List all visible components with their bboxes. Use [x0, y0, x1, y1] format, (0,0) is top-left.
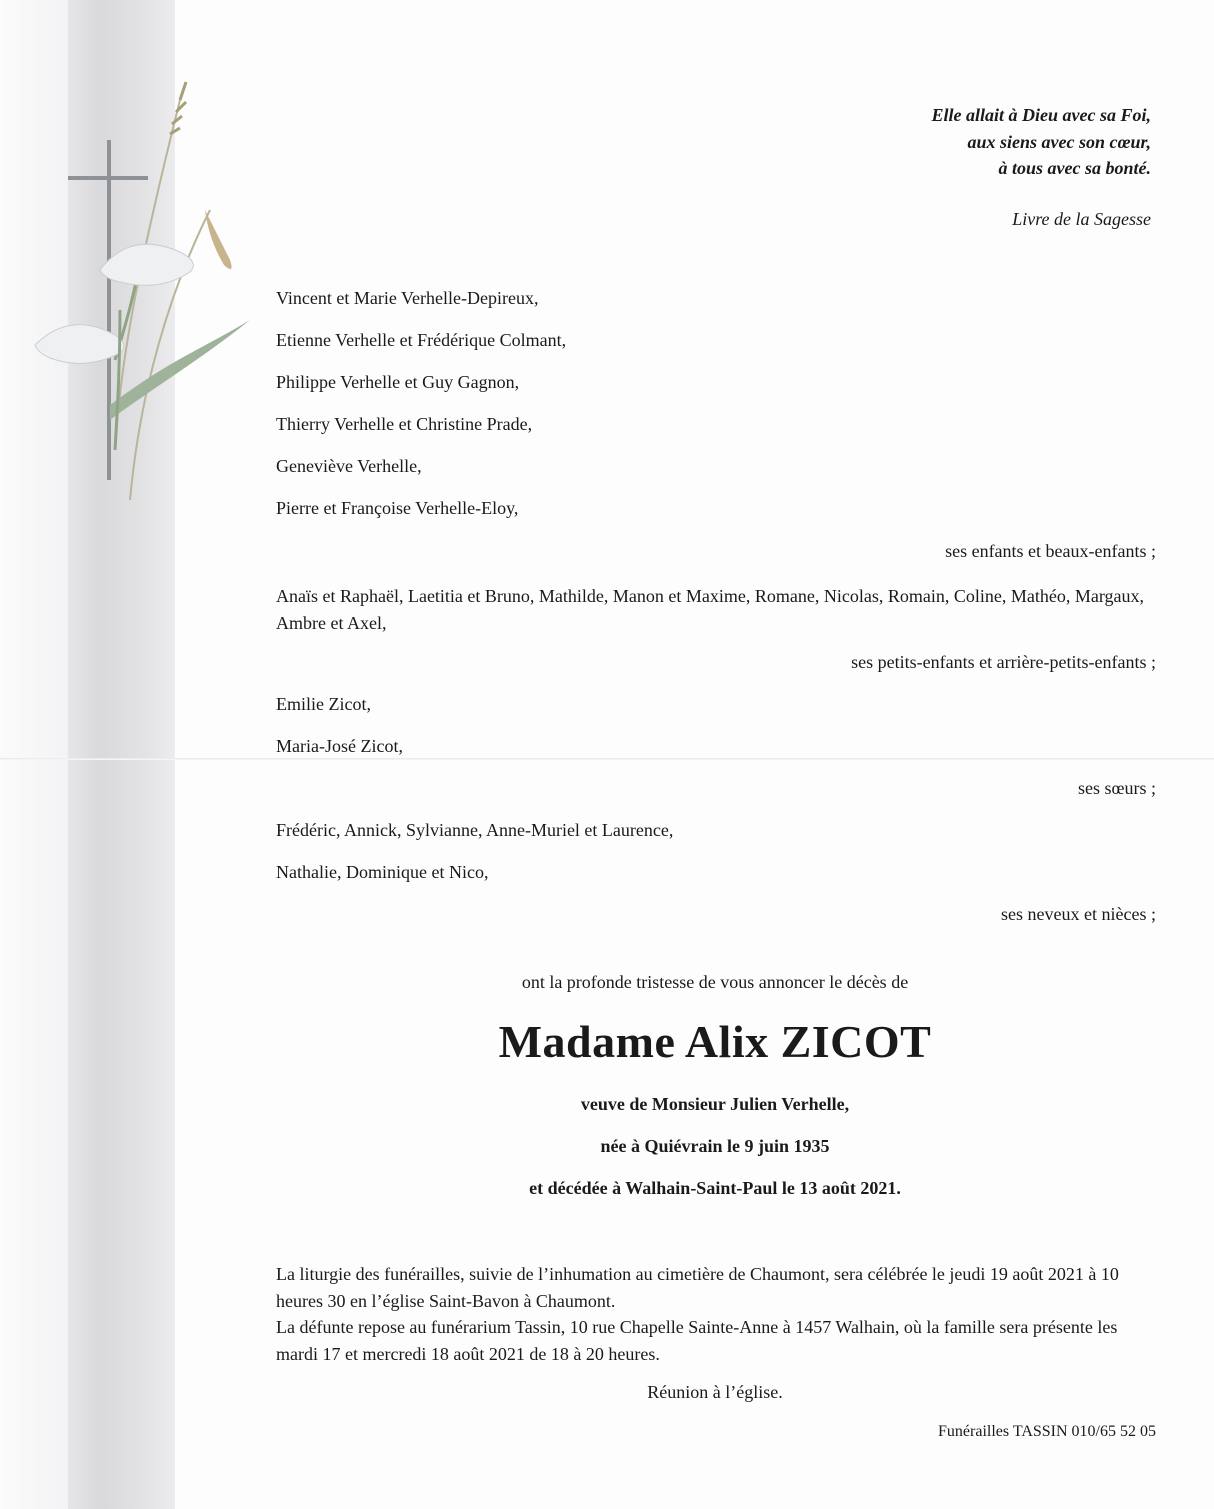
paper-fold [0, 758, 1214, 760]
grandchildren-list: Anaïs et Raphaël, Laetitia et Bruno, Mathilde, Manon et Maxime, Romane, Nicolas, Romain, Coline, Mathéo, Margaux, Ambre et Axel, [276, 586, 1144, 633]
funeral-home-contact: Funérailles TASSIN 010/65 52 05 [938, 1423, 1156, 1440]
family-member: Maria-José Zicot, [276, 736, 403, 756]
detail-line: et décédée à Walhain-Saint-Paul le 13 août 2021. [529, 1178, 901, 1198]
announcement-text: ont la profonde tristesse de vous annoncer le décès de [521, 972, 909, 992]
relation-label: ses petits-enfants et arrière-petits-enfants ; [851, 652, 1156, 672]
family-member: Geneviève Verhelle, [276, 456, 422, 476]
epigraph-quote [932, 102, 1151, 182]
relation-label: ses enfants et beaux-enfants ; [945, 541, 1156, 561]
quote-line: à tous avec sa bonté. [998, 158, 1151, 178]
relation-label: ses sœurs ; [1077, 778, 1156, 798]
family-member: Nathalie, Dominique et Nico, [276, 862, 489, 882]
ceremony-paragraph: La liturgie des funérailles, suivie de l’inhumation au cimetière de Chaumont, sera célébrée le jeudi 19 août 2021 à 10 heures 30 en l’église Saint-Bavon à Chaumont. [276, 1264, 1119, 1311]
family-member: Philippe Verhelle et Guy Gagnon, [276, 372, 520, 392]
quote-line: aux siens avec son cœur, [967, 131, 1151, 152]
deceased-name: Madame Alix ZICOT [498, 1016, 932, 1067]
family-member: Pierre et Françoise Verhelle-Eloy, [276, 498, 519, 518]
reunion-note: Réunion à l’église. [647, 1382, 783, 1402]
detail-line: née à Quiévrain le 9 juin 1935 [600, 1136, 830, 1156]
cross-lily-wheat-illustration [20, 60, 260, 520]
quote-source: Livre de la Sagesse [1012, 209, 1151, 229]
family-member: Etienne Verhelle et Frédérique Colmant, [276, 330, 567, 350]
family-member: Thierry Verhelle et Christine Prade, [276, 414, 533, 434]
relation-label: ses neveux et nièces ; [1001, 904, 1156, 924]
family-member: Vincent et Marie Verhelle-Depireux, [276, 288, 539, 308]
quote-line: Elle allait à Dieu avec sa Foi, [931, 105, 1151, 125]
family-member: Emilie Zicot, [276, 694, 371, 714]
detail-line: veuve de Monsieur Julien Verhelle, [580, 1094, 850, 1114]
viewing-paragraph: La défunte repose au funérarium Tassin, 10 rue Chapelle Sainte-Anne à 1457 Walhain, où la famille sera présente les mardi 17 et mercredi 18 août 2021 de 18 à 20 heures. [276, 1317, 1118, 1364]
family-member: Frédéric, Annick, Sylvianne, Anne-Muriel et Laurence, [276, 820, 674, 840]
